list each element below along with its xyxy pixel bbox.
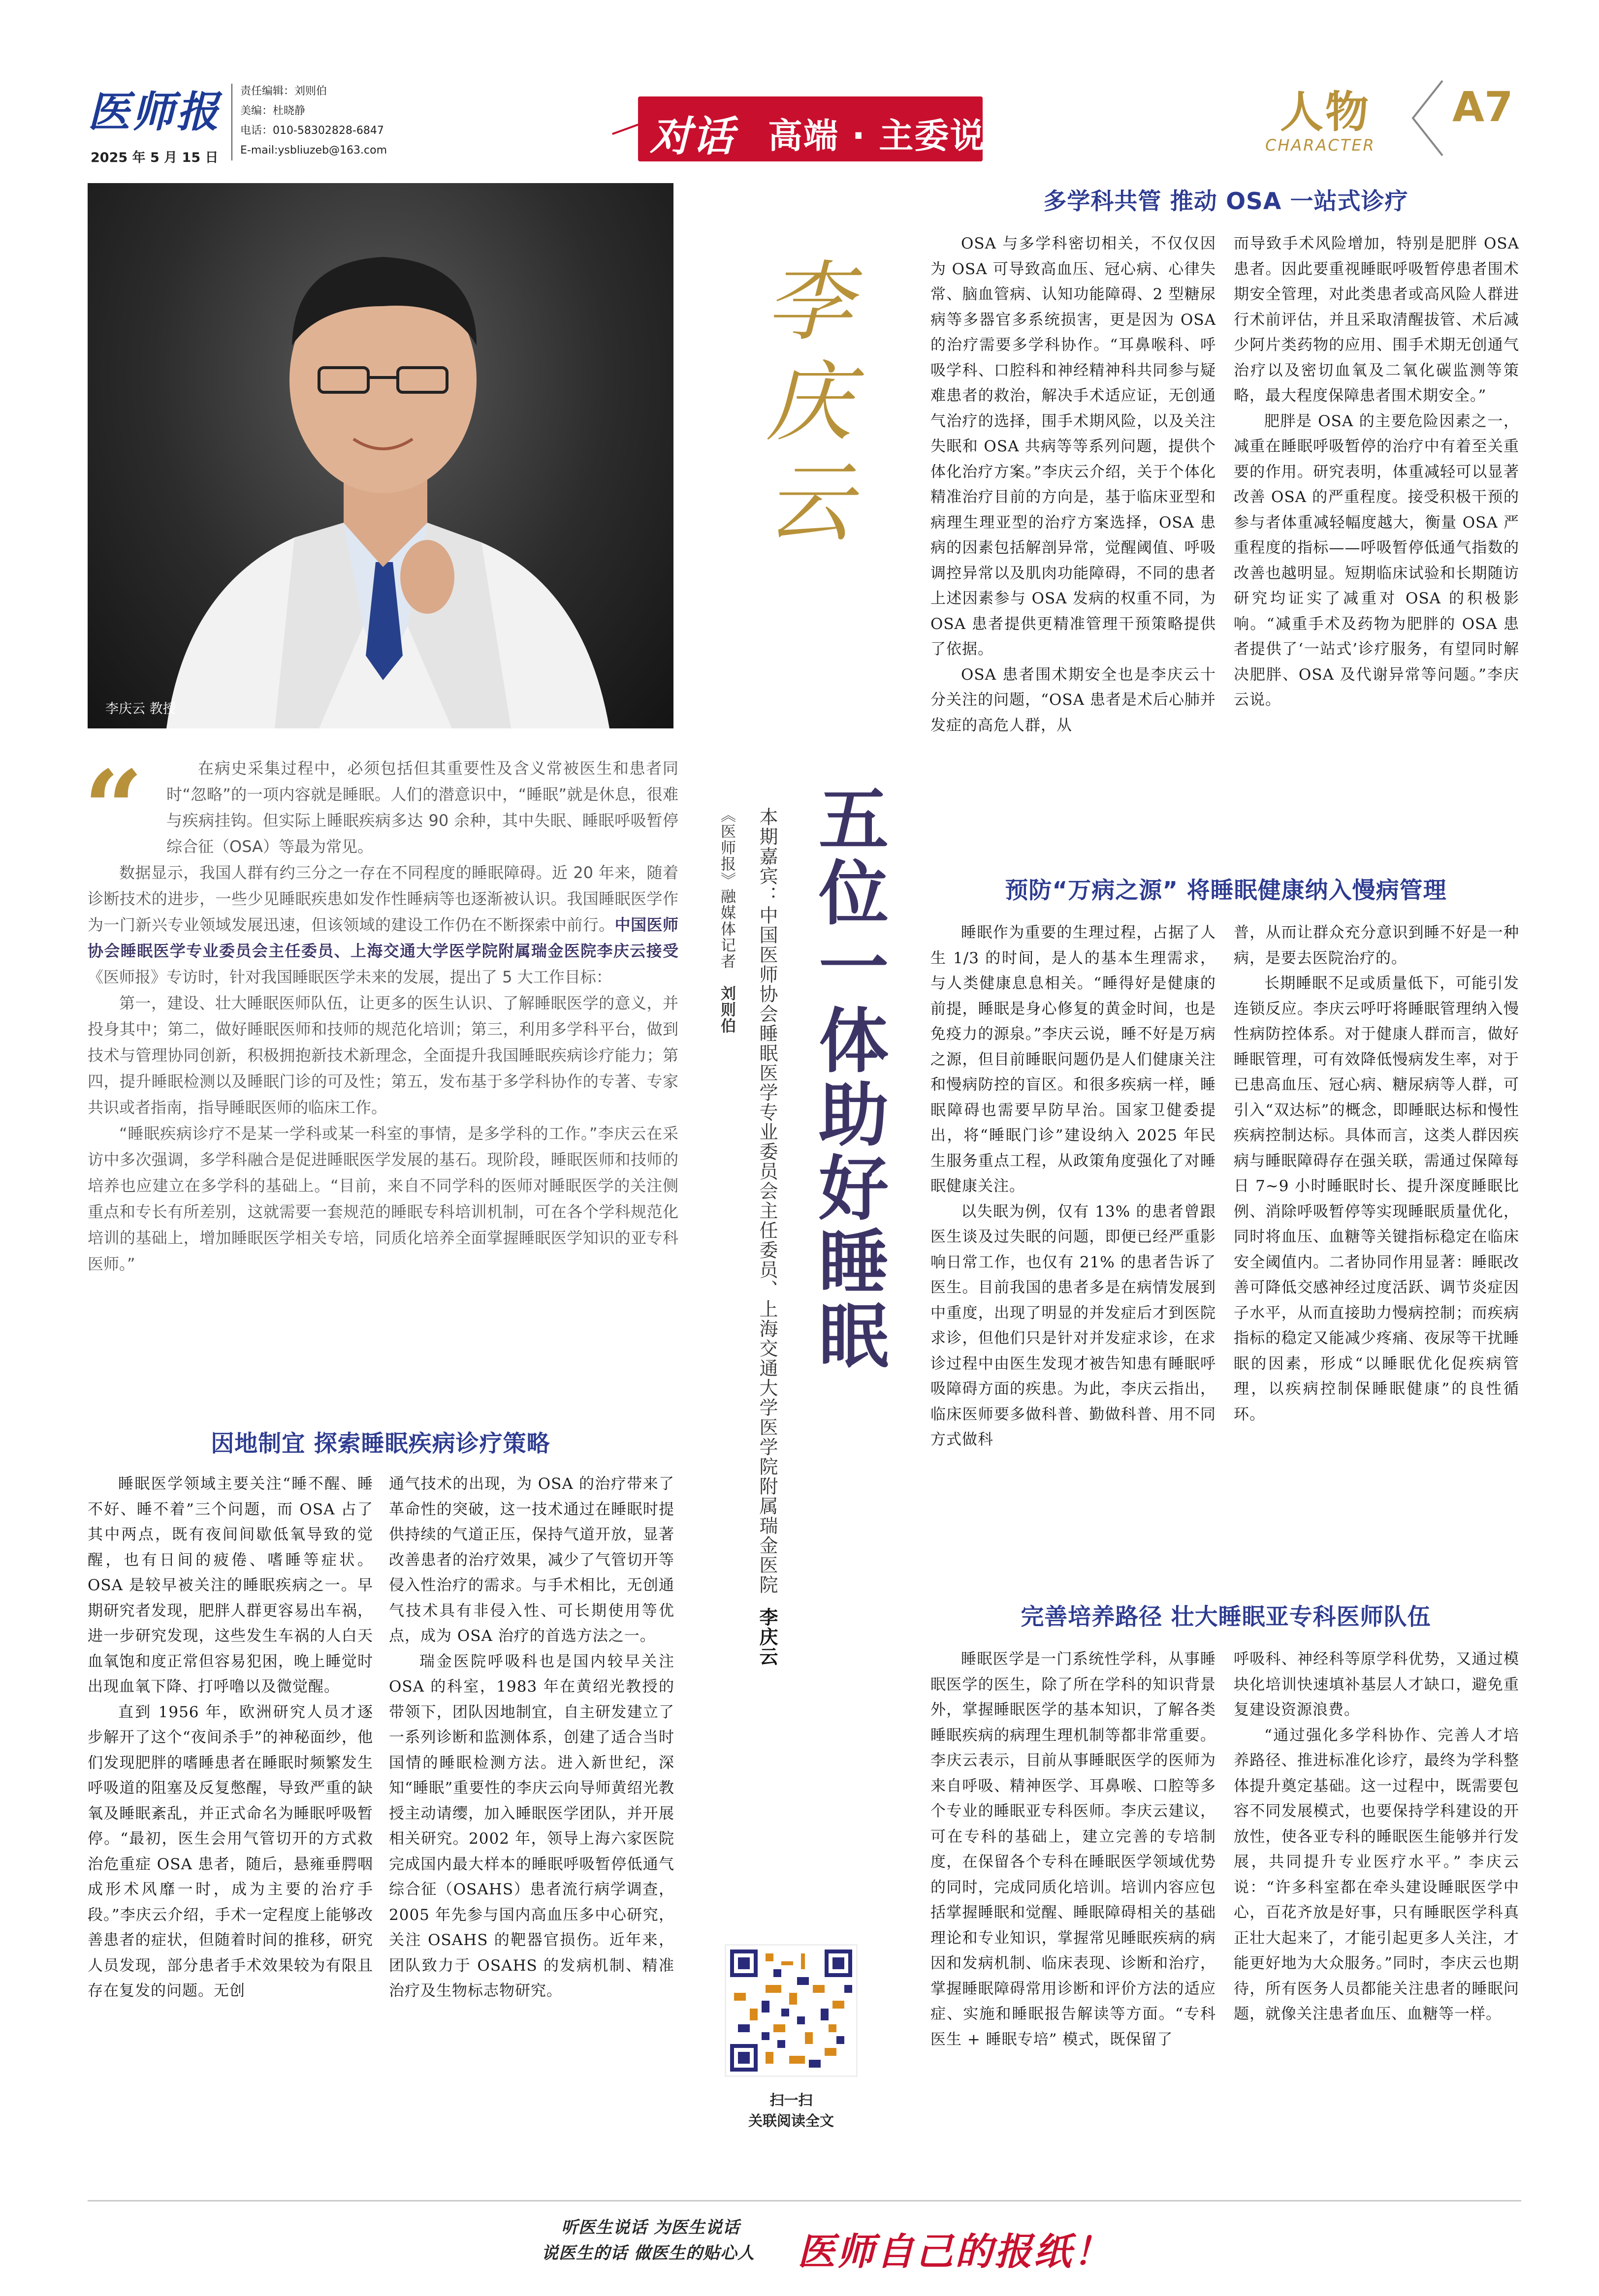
chevron-left-icon	[1408, 79, 1447, 157]
headline: 五位一体助好睡眠	[807, 783, 888, 1373]
section-1-paragraph: 瑞金医院呼吸科也是国内较早关注 OSA 的科室，1983 年在黄绍光教授的带领下，团队因地制宜，自主研发建立了一系列诊断和监测体系，创建了适合当时国情的睡眠检测方法。进入新世纪，深知“睡眠”重要性的李庆云向导师黄绍光教授主动请缨，加入睡眠医学团队，并开展相关研究。2002 年，领导上海六家医院完成国内最大样本的睡眠呼吸暂停低通气综合征（OSAHS）患者流行病学调查，2005 年先参与国内高血压多中心研究，关注 OSAHS 的靶器官损伤。近年来，团队致力于 OSAHS 的发病机制、精准治疗及生物标志物研究。	[389, 1652, 674, 2000]
section-3-paragraph: 普，从而让群众充分意识到睡不好是一种病，是要去医院治疗的。	[1234, 924, 1519, 967]
email-credit: E-mail:ysbliuzeb@163.com	[240, 144, 387, 157]
section-3-paragraph: 以失眠为例，仅有 13% 的患者曾跟医生谈及过失眠的问题，即便已经严重影响日常工作，也仅有 21% 的患者告诉了医生。目前我国的患者多是在病情发展到中重度，出现了明显的并发症后才到医院求诊，但他们只是针对并发症求诊，在求诊过程中由医生发现才被告知患有睡眠呼吸障碍方面的疾患。为此，李庆云指出，临床医师要多做科普、勤做科普、用不同方式做科	[930, 1202, 1216, 1448]
section-heading-3: 预防“万病之源” 将睡眠健康纳入慢病管理	[1005, 877, 1447, 904]
masthead	[88, 73, 629, 166]
section-1-column-2	[389, 1472, 674, 2004]
editor-credit: 责任编辑：刘则伯	[240, 85, 327, 97]
section-1-paragraph: 睡眠医学领域主要关注“睡不醒、睡不好、睡不着”三个问题，而 OSA 占了其中两点，既有夜间间歇低氧导致的觉醒，也有日间的疲倦、嗜睡等症状。OSA 是较早被关注的睡眠疾病之一。早期研究者发现，肥胖人群更容易出车祸，进一步研究发现，这些发生车祸的人白天血氧饱和度正常但容易犯困，晚上睡觉时出现血氧下降、打呼噜以及微觉醒。	[88, 1475, 373, 1696]
footer-slogans	[542, 2215, 755, 2266]
page-number: A7	[1452, 83, 1513, 131]
section-heading-4: 完善培养路径 壮大睡眠亚专科医师队伍	[1021, 1604, 1431, 1631]
footer-slogan-1: 听医生说话 为医生说话	[561, 2218, 740, 2237]
section-2-column-2	[1234, 231, 1519, 713]
section-3-column-2	[1234, 920, 1519, 1427]
lead-paragraph-2-text: 数据显示，我国人群有约三分之一存在不同程度的睡眠障碍。近 20 年来，随着诊断技术的进步，一些少见睡眠疾患如发作性睡病等也逐渐被认识。我国睡眠医学作为一门新兴专业领域发展迅速，但该领域的建设工作仍在不断探索中前行。	[88, 863, 678, 934]
qr-pattern	[726, 1946, 856, 2076]
section-label	[1260, 74, 1536, 167]
guest-intro	[756, 807, 778, 1919]
lead-paragraph-2	[88, 860, 678, 990]
section-3-paragraph: 睡眠作为重要的生理过程，占据了人生 1/3 的时间，是人的基本生理需求，与人类健康息息相关。“睡得好是健康的前提，睡眠是身心修复的黄金时间，也是免疫力的源泉。”李庆云说，睡不好是万病之源，但目前睡眠问题仍是人们健康关注和慢病防控的盲区。和很多疾病一样，睡眠障碍也需要早防早治。国家卫健委提出，将“睡眠门诊”建设纳入 2025 年民生服务重点工程，从政策角度强化了对睡眠健康关注。	[930, 924, 1216, 1195]
lead-paragraph-1: 在病史采集过程中，必须包括但其重要性及含义常被医生和患者同时“忽略”的一项内容就是睡眠。人们的潜意识中，“睡眠”就是休息，很难与疾病挂钩。但实际上睡眠疾病多达 90 余种，其中失眠、睡眠呼吸暂停综合征（OSA）等最为常见。	[166, 759, 678, 856]
lead-paragraph-2-tail: 《医师报》专访时，针对我国睡眠医学未来的发展，提出了 5 大工作目标：	[88, 968, 612, 986]
lead-text	[88, 755, 678, 1277]
phone-credit: 电话：010-58302828-6847	[240, 125, 384, 137]
banner-dialogue: 对话	[650, 112, 735, 160]
lead-paragraph-3: 第一，建设、壮大睡眠医师队伍，让更多的医生认识、了解睡眠医学的意义，并投身其中；第二，做好睡眠医师和技师的规范化培训；第三，利用多学科平台，做到技术与管理协同创新，积极拥抱新技术新理念，全面提升我国睡眠疾病诊疗能力；第四，提升睡眠检测以及睡眠门诊的可及性；第五，发布基于多学科协作的专著、专家共识或者指南，指导睡眠医师的临床工作。	[88, 994, 678, 1117]
section-name: 人物	[1280, 87, 1371, 137]
guest-line: 本期嘉宾：中国医师协会睡眠医学专业委员会主任委员、上海交通大学医学院附属瑞金医院	[756, 807, 778, 1595]
section-4-paragraph: 睡眠医学是一门系统性学科，从事睡眠医学的医生，除了所在学科的知识背景外，掌握睡眠医学的基本知识，了解各类睡眠疾病的病理生理机制等都非常重要。李庆云表示，目前从事睡眠医学的医师为来自呼吸、精神医学、耳鼻喉、口腔等多个专业的睡眠亚专科医师。李庆云建议，可在专科的基础上，建立完善的专培制度，在保留各个专科在睡眠医学领域优势的同时，完成同质化培训。培训内容应包括掌握睡眠和觉醒、睡眠障碍相关的基础理论和专业知识，掌握常见睡眠疾病的病因和发病机制、临床表现、诊断和治疗，掌握睡眠障碍常用诊断和评价方法的适应症、实施和睡眠报告解读等方面。“专科医生 + 睡眠专培” 模式，既保留了	[930, 1650, 1216, 2048]
section-heading-1: 因地制宜 探索睡眠疾病诊疗策略	[211, 1430, 550, 1457]
lead-paragraph-4: “睡眠疾病诊疗不是某一学科或某一科室的事情，是多学科的工作。”李庆云在采访中多次强调，多学科融合是促进睡眠医学发展的基石。现阶段，睡眠医师和技师的培养也应建立在多学科的基础上。“目前，来自不同学科的医师对睡眠医学的关注侧重点和专长有所差别，这就需要一套规范的睡眠专科培训机制，可在各个学科规范化培训的基础上，增加睡眠医学相关专培，同质化培养全面掌握睡眠医学知识的亚专科医师。”	[88, 1124, 678, 1273]
footer	[542, 2210, 1132, 2284]
quote-mark: “	[84, 748, 143, 869]
designer-credit: 美编：杜晓静	[240, 105, 306, 117]
section-4-paragraph: “通过强化多学科协作、完善人才培养路径、推进标准化诊疗，最终为学科整体提升奠定基础。这一过程中，既需要包容不同发展模式，也要保持学科建设的开放性，使各亚专科的睡眠医生能够并行发展，共同提升专业医疗水平。” 李庆云说：“许多科室都在牵头建设睡眠医学中心，百花齐放是好事，只有睡眠医学科真正壮大起来了，才能引起更多人关注，才能更好地为大众服务。”同时，李庆云也期待，所有医务人员都能关注患者的睡眠问题，就像关注患者血压、血糖等一样。	[1234, 1726, 1519, 2023]
column-banner	[611, 94, 1005, 166]
section-2-paragraph: 肥胖是 OSA 的主要危险因素之一，减重在睡眠呼吸暂停的治疗中有着至关重要的作用。研究表明，体重减轻可以显著改善 OSA 的严重程度。接受积极干预的参与者体重减轻幅度越大，衡量 OSA 严重程度的指标——呼吸暂停低通气指数的改善也越明显。短期临床试验和长期随访研究均证实了减重对 OSA 的积极影响。“减重手术及药物为肥胖的 OSA 患者提供了‘一站式’诊疗服务，有望同时解决肥胖、OSA 及代谢异常等问题。”李庆云说。	[1234, 412, 1519, 709]
section-2-paragraph: OSA 与多学科密切相关，不仅仅因为 OSA 可导致高血压、冠心病、心律失常、脑血管病、认知功能障碍、2 型糖尿病等多器官多系统损害，更是因为 OSA 的治疗需要多学科协作。“耳鼻喉科、呼吸学科、口腔科和神经精神科共同参与疑难患者的救治，解决手术适应证，无创通气治疗的选择，围手术期风险，以及关注失眠和 OSA 共病等等系列问题，提供个体化治疗方案。”李庆云介绍，关于个体化精准治疗目前的方向是，基于临床亚型和病理生理亚型的治疗方案选择，OSA 患病的因素包括解剖异常，觉醒阈值、呼吸调控异常以及肌肉功能障碍，不同的患者上述因素参与 OSA 发病的权重不同，为 OSA 患者提供更精准管理干预策略提供了依据。	[930, 235, 1216, 658]
reporter-title: 《医师报》融媒体记者	[718, 807, 736, 970]
section-name-en: CHARACTER	[1265, 136, 1375, 155]
footer-rule	[88, 2200, 1521, 2202]
qr-caption-line-1: 扫一扫	[769, 2092, 813, 2108]
newspaper-logo: 医师报	[88, 88, 221, 137]
section-2-column-1	[930, 231, 1216, 738]
section-2-paragraph: 而导致手术风险增加，特别是肥胖 OSA 患者。因此要重视睡眠呼吸暂停患者围术期安全管理，对此类患者或高风险人群进行术前评估，并且采取清醒拔管、术后减少阿片类药物的应用、围手术期无创通气治疗以及密切血氧及二氧化碳监测等策略，最大程度保障患者围术期安全。”	[1234, 235, 1519, 405]
masthead-divider	[231, 84, 232, 160]
lead-paragraph-2-bold: 中国医师协会睡眠医学专业委员会主任委员、上海交通大学医学院附属瑞金医院李庆云接受	[88, 915, 678, 960]
section-heading-2: 多学科共管 推动 OSA 一站式诊疗	[1043, 188, 1408, 215]
section-1-column-1	[88, 1472, 373, 2004]
section-4-column-1	[930, 1647, 1216, 2052]
portrait-photo	[88, 183, 673, 728]
photo-caption: 李庆云 教授	[105, 701, 176, 717]
footer-slogan-2: 说医生的话 做医生的贴心人	[542, 2243, 755, 2263]
banner-title: 高端 · 主委说	[768, 116, 986, 156]
qr-code[interactable]	[725, 1944, 858, 2077]
issue-date: 2025 年 5 月 15 日	[91, 150, 219, 165]
section-4-column-2	[1234, 1647, 1519, 2027]
qr-caption-line-2: 关联阅读全文	[748, 2112, 834, 2129]
reporter-name: 刘则伯	[718, 985, 736, 1034]
reporter-byline	[717, 807, 736, 1034]
guest-name: 李庆云	[756, 1607, 778, 1667]
footer-motto: 医师自己的报纸！	[798, 2230, 1113, 2273]
banner-swoosh	[612, 123, 640, 135]
section-2-paragraph: OSA 患者围术期安全也是李庆云十分关注的问题，“OSA 患者是术后心肺并发症的高危人群，从	[930, 665, 1216, 734]
section-3-column-1	[930, 920, 1216, 1453]
section-1-paragraph: 直到 1956 年，欧洲研究人员才逐步解开了这个“夜间杀手”的神秘面纱，他们发现肥胖的嗜睡患者在睡眠时频繁发生呼吸道的阻塞及反复憋醒，导致严重的缺氧及睡眠紊乱，并正式命名为睡眠呼吸暂停。“最初，医生会用气管切开的方式救治危重症 OSA 患者，随后，悬雍垂腭咽成形术风靡一时，成为主要的治疗手段。”李庆云介绍，手术一定程度上能够改善患者的症状，但随着时间的推移，研究人员发现，部分患者手术效果较为有限且存在复发的问题。无创	[88, 1703, 373, 2000]
section-3-paragraph: 长期睡眠不足或质量低下，可能引发连锁反应。李庆云呼吁将睡眠管理纳入慢性病防控体系。对于健康人群而言，做好睡眠管理，可有效降低慢病发生率，对于已患高血压、冠心病、糖尿病等人群，可引入“双达标”的概念，即睡眠达标和慢性疾病控制达标。具体而言，这类人群因疾病与睡眠障碍存在强关联，需通过保障每日 7~9 小时睡眠时长、提升深度睡眠比例、消除呼吸暂停等实现睡眠质量优化，同时将血压、血糖等关键指标稳定在临床安全阈值内。二者协同作用显著：睡眠改善可降低交感神经过度活跃、调节炎症因子水平，从而直接助力慢病控制；而疾病指标的稳定又能减少疼痛、夜尿等干扰睡眠的因素，形成“以睡眠优化促疾病管理，以疾病控制保睡眠健康”的良性循环。	[1234, 975, 1519, 1423]
section-4-paragraph: 呼吸科、神经科等原学科优势，又通过模块化培训快速填补基层人才缺口，避免重复建设资源浪费。	[1234, 1650, 1519, 1719]
section-1-paragraph: 通气技术的出现，为 OSA 的治疗带来了革命性的突破，这一技术通过在睡眠时提供持续的气道正压，保持气道开放，显著改善患者的治疗效果，减少了气管切开等侵入性治疗的需求。与手术相比，无创通气技术具有非侵入性、可长期使用等优点，成为 OSA 治疗的首选方法之一。	[389, 1475, 674, 1645]
person-silhouette	[88, 183, 673, 728]
masthead-credits	[240, 82, 387, 160]
qr-caption	[709, 2090, 873, 2131]
person-name-calligraphy: 李庆云	[751, 256, 852, 557]
